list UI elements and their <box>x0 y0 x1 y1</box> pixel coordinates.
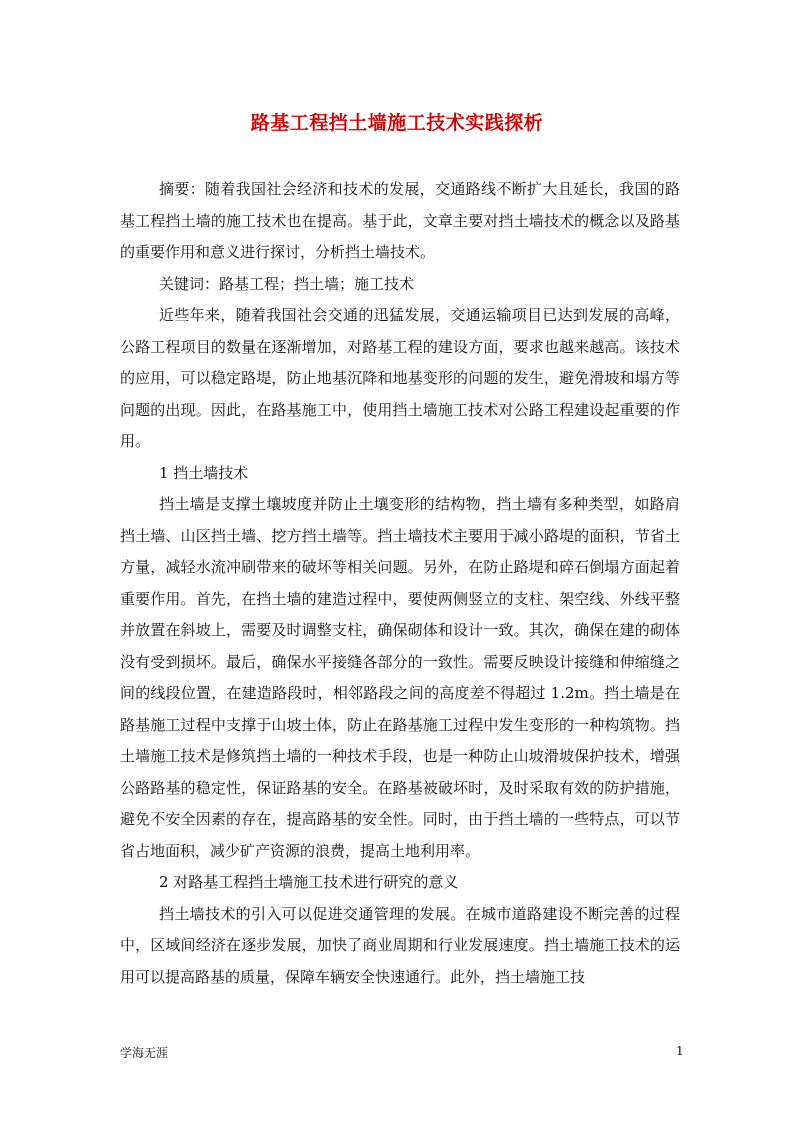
page-number: 1 <box>676 1044 684 1058</box>
intro-paragraph: 近些年来，随着我国社会交通的迅猛发展，交通运输项目已达到发展的高峰，公路工程项目的数量在逐渐增加，对路基工程的建设方面，要求也越来越高。该技术的应用，可以稳定路堤，防止地基沉降和地基变形的问题的发生，避免滑坡和塌方等问题的出现。因此，在路基施工中，使用挡土墙施工技术对公路工程建设起重要的作用。 <box>120 306 680 450</box>
section-heading-2: 2 对路基工程挡土墙施工技术进行研究的意义 <box>159 873 459 891</box>
section-1-paragraph: 挡土墙是支撑土壤坡度并防止土壤变形的结构物，挡土墙有多种类型，如路肩挡土墙、山区挡土墙、挖方挡土墙等。挡土墙技术主要用于减小路堤的面积，节省土方量，减轻水流冲刷带来的破坏等相关问题。另外，在防止路堤和碎石倒塌方面起着重要作用。首先，在挡土墙的建造过程中，要使两侧竖立的支柱、架空线、外线平整并放置在斜坡上，需要及时调整支柱，确保砌体和设计一致。其次，确保在建的砌体没有受到损坏。最后，确保水平接缝各部分的一致性。需要反映设计接缝和伸缩缝之间的线段位置，在建造路段时，相邻路段之间的高度差不得超过 1.2m。挡土墙是在路基施工过程中支撑于山坡土体，防止在路基施工过程中发生变形的一种构筑物。挡土墙施工技术是修筑挡土墙的一种技术手段，也是一种防止山坡滑坡保护技术，增强公路路基的稳定性，保证路基的安全。在路基被破坏时，及时采取有效的防护措施，避免不安全因素的存在，提高路基的安全性。同时，由于挡土墙的一些特点，可以节省占地面积，减少矿产资源的浪费，提高土地利用率。 <box>120 495 680 860</box>
section-2-paragraph: 挡土墙技术的引入可以促进交通管理的发展。在城市道路建设不断完善的过程中，区域间经济在逐步发展，加快了商业周期和行业发展速度。挡土墙施工技术的运用可以提高路基的质量，保障车辆安全快速通行。此外，挡土墙施工技 <box>120 904 680 986</box>
section-heading-1: 1 挡土墙技术 <box>159 463 249 482</box>
footer-text: 学海无涯 <box>120 1046 169 1060</box>
keywords-paragraph: 关键词：路基工程；挡土墙；施工技术 <box>159 274 415 293</box>
abstract-paragraph: 摘要：随着我国社会经济和技术的发展，交通路线不断扩大且延长，我国的路基工程挡土墙的施工技术也在提高。基于此，文章主要对挡土墙技术的概念以及路基的重要作用和意义进行探讨，分析挡土墙技术。 <box>120 180 680 261</box>
document-body <box>120 174 680 993</box>
page-title: 路基工程挡土墙施工技术实践探析 <box>250 112 544 134</box>
